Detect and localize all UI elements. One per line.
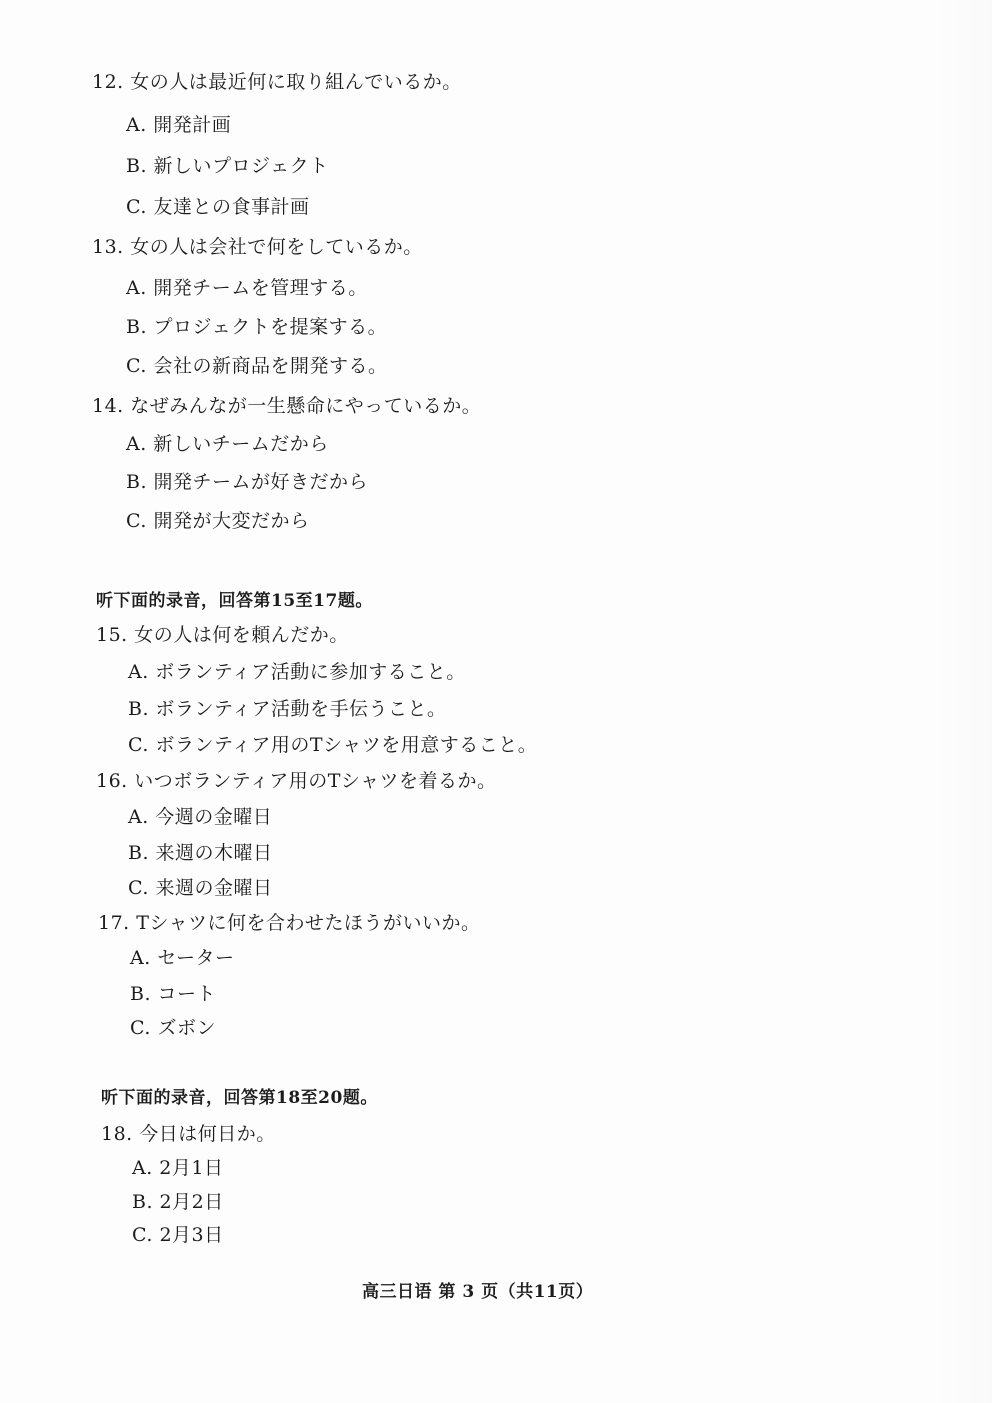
question-text: 女の人は会社で何をしているか。 bbox=[130, 236, 423, 258]
option-13-c: C. 会社の新商品を開発する。 bbox=[126, 355, 388, 377]
question-14 bbox=[92, 394, 481, 418]
option-18-b: B. 2月2日 bbox=[132, 1191, 224, 1213]
option-13-a: A. 開発チームを管理する。 bbox=[126, 277, 368, 299]
option-17-c: C. ズボン bbox=[130, 1017, 216, 1039]
section-instruction-15-17: 听下面的录音，回答第15至17题。 bbox=[96, 591, 373, 611]
option-12-b: B. 新しいプロジェクト bbox=[126, 155, 329, 177]
question-16 bbox=[96, 769, 497, 793]
scan-shadow bbox=[932, 0, 992, 1403]
option-17-b: B. コート bbox=[130, 983, 217, 1005]
option-16-b: B. 来週の木曜日 bbox=[128, 842, 273, 864]
question-18 bbox=[101, 1122, 276, 1146]
question-number: 15. bbox=[96, 624, 128, 646]
question-13 bbox=[92, 235, 423, 259]
option-12-a: A. 開発計画 bbox=[126, 114, 232, 136]
question-text: 今日は何日か。 bbox=[139, 1123, 276, 1145]
option-18-a: A. 2月1日 bbox=[132, 1157, 224, 1179]
question-number: 13. bbox=[92, 236, 124, 258]
question-text: 女の人は何を頼んだか。 bbox=[134, 624, 349, 646]
question-text: Tシャツに何を合わせたほうがいいか。 bbox=[136, 912, 481, 934]
question-15 bbox=[96, 623, 349, 647]
option-14-c: C. 開発が大変だから bbox=[126, 510, 310, 532]
question-text: いつボランティア用のTシャツを着るか。 bbox=[134, 770, 497, 792]
question-text: 女の人は最近何に取り組んでいるか。 bbox=[130, 71, 462, 93]
option-16-a: A. 今週の金曜日 bbox=[128, 806, 273, 828]
option-15-a: A. ボランティア活動に参加すること。 bbox=[128, 661, 466, 683]
section-instruction-18-20: 听下面的录音，回答第18至20题。 bbox=[101, 1088, 378, 1108]
question-12 bbox=[92, 70, 462, 94]
question-number: 14. bbox=[92, 395, 124, 417]
page-footer: 高三日语 第 3 页（共11页） bbox=[362, 1282, 594, 1302]
option-14-b: B. 開発チームが好きだから bbox=[126, 471, 369, 493]
option-16-c: C. 来週の金曜日 bbox=[128, 877, 273, 899]
option-13-b: B. プロジェクトを提案する。 bbox=[126, 316, 388, 338]
question-text: なぜみんなが一生懸命にやっているか。 bbox=[130, 395, 482, 417]
option-15-c: C. ボランティア用のTシャツを用意すること。 bbox=[128, 734, 538, 756]
question-number: 16. bbox=[96, 770, 128, 792]
question-17 bbox=[98, 911, 481, 935]
option-18-c: C. 2月3日 bbox=[132, 1224, 224, 1246]
option-17-a: A. セーター bbox=[130, 947, 235, 969]
option-14-a: A. 新しいチームだから bbox=[126, 433, 329, 455]
question-number: 17. bbox=[98, 912, 130, 934]
option-12-c: C. 友達との食事計画 bbox=[126, 196, 310, 218]
question-number: 18. bbox=[101, 1123, 133, 1145]
option-15-b: B. ボランティア活動を手伝うこと。 bbox=[128, 698, 447, 720]
question-number: 12. bbox=[92, 71, 124, 93]
